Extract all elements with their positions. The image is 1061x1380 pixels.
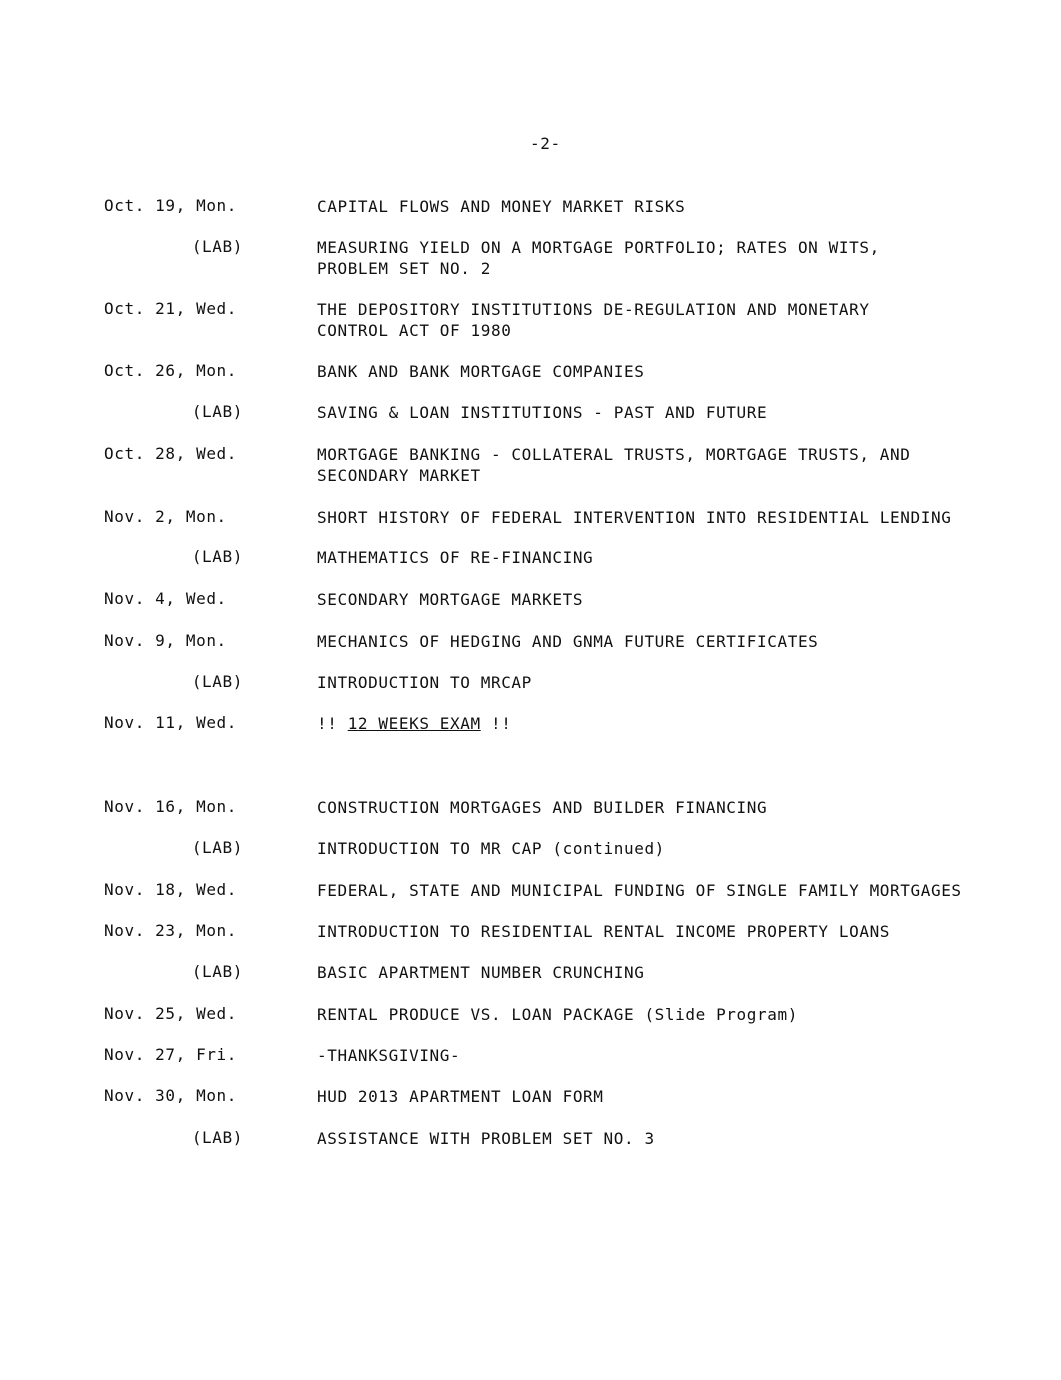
topic-text: RENTAL PRODUCE VS. LOAN PACKAGE (Slide Program) xyxy=(317,1005,798,1024)
date-label: Nov. 30, Mon. xyxy=(104,1086,238,1105)
topic-text: SAVING & LOAN INSTITUTIONS - PAST AND FUTURE xyxy=(317,403,768,422)
topic-text: INTRODUCTION TO MR CAP (continued) xyxy=(317,839,665,858)
lab-label: (LAB) xyxy=(191,1128,243,1147)
topic-text: SHORT HISTORY OF FEDERAL INTERVENTION INTO RESIDENTIAL LENDING xyxy=(317,508,952,527)
date-label: Nov. 2, Mon. xyxy=(104,507,227,526)
topic-text: BANK AND BANK MORTGAGE COMPANIES xyxy=(317,362,645,381)
exam-suffix: !! xyxy=(480,714,512,733)
date-label: Nov. 9, Mon. xyxy=(104,631,227,650)
lab-label: (LAB) xyxy=(191,547,243,566)
topic-text: INTRODUCTION TO RESIDENTIAL RENTAL INCOME PROPERTY LOANS xyxy=(317,922,891,941)
exam-title: 12 WEEKS EXAM xyxy=(347,714,481,733)
topic-text: MEASURING YIELD ON A MORTGAGE PORTFOLIO; RATES ON WITS, PROBLEM SET NO. 2 xyxy=(317,238,880,278)
date-label: Nov. 27, Fri. xyxy=(104,1045,238,1064)
topic-text: MORTGAGE BANKING - COLLATERAL TRUSTS, MORTGAGE TRUSTS, AND SECONDARY MARKET xyxy=(317,445,911,485)
topic-text: SECONDARY MORTGAGE MARKETS xyxy=(317,590,584,609)
topic-text: ASSISTANCE WITH PROBLEM SET NO. 3 xyxy=(317,1129,655,1148)
exam-notice xyxy=(317,713,1017,734)
topic-text: -THANKSGIVING- xyxy=(317,1046,461,1065)
lab-label: (LAB) xyxy=(191,402,243,421)
topic-text: HUD 2013 APARTMENT LOAN FORM xyxy=(317,1087,604,1106)
date-label: Oct. 21, Wed. xyxy=(104,299,238,318)
exam-prefix: !! xyxy=(317,714,348,733)
lab-label: (LAB) xyxy=(191,962,243,981)
topic-text: THE DEPOSITORY INSTITUTIONS DE-REGULATION AND MONETARY CONTROL ACT OF 1980 xyxy=(317,300,870,340)
topic-text: MECHANICS OF HEDGING AND GNMA FUTURE CERTIFICATES xyxy=(317,632,819,651)
date-label: Nov. 16, Mon. xyxy=(104,797,238,816)
date-label: Oct. 28, Wed. xyxy=(104,444,238,463)
date-label: Nov. 23, Mon. xyxy=(104,921,238,940)
topic-text: BASIC APARTMENT NUMBER CRUNCHING xyxy=(317,963,645,982)
date-label: Oct. 19, Mon. xyxy=(104,196,238,215)
date-label: Nov. 25, Wed. xyxy=(104,1004,238,1023)
topic-text: CONSTRUCTION MORTGAGES AND BUILDER FINANCING xyxy=(317,798,768,817)
lab-label: (LAB) xyxy=(191,672,243,691)
date-label: Oct. 26, Mon. xyxy=(104,361,238,380)
date-label: Nov. 11, Wed. xyxy=(104,713,238,732)
topic-text: CAPITAL FLOWS AND MONEY MARKET RISKS xyxy=(317,197,686,216)
lab-label: (LAB) xyxy=(191,838,243,857)
page-number: -2- xyxy=(530,134,561,153)
date-label: Nov. 4, Wed. xyxy=(104,589,227,608)
topic-text: MATHEMATICS OF RE-FINANCING xyxy=(317,548,594,567)
topic-text: FEDERAL, STATE AND MUNICIPAL FUNDING OF SINGLE FAMILY MORTGAGES xyxy=(317,881,962,900)
topic-text: INTRODUCTION TO MRCAP xyxy=(317,673,532,692)
lab-label: (LAB) xyxy=(191,237,243,256)
date-label: Nov. 18, Wed. xyxy=(104,880,238,899)
